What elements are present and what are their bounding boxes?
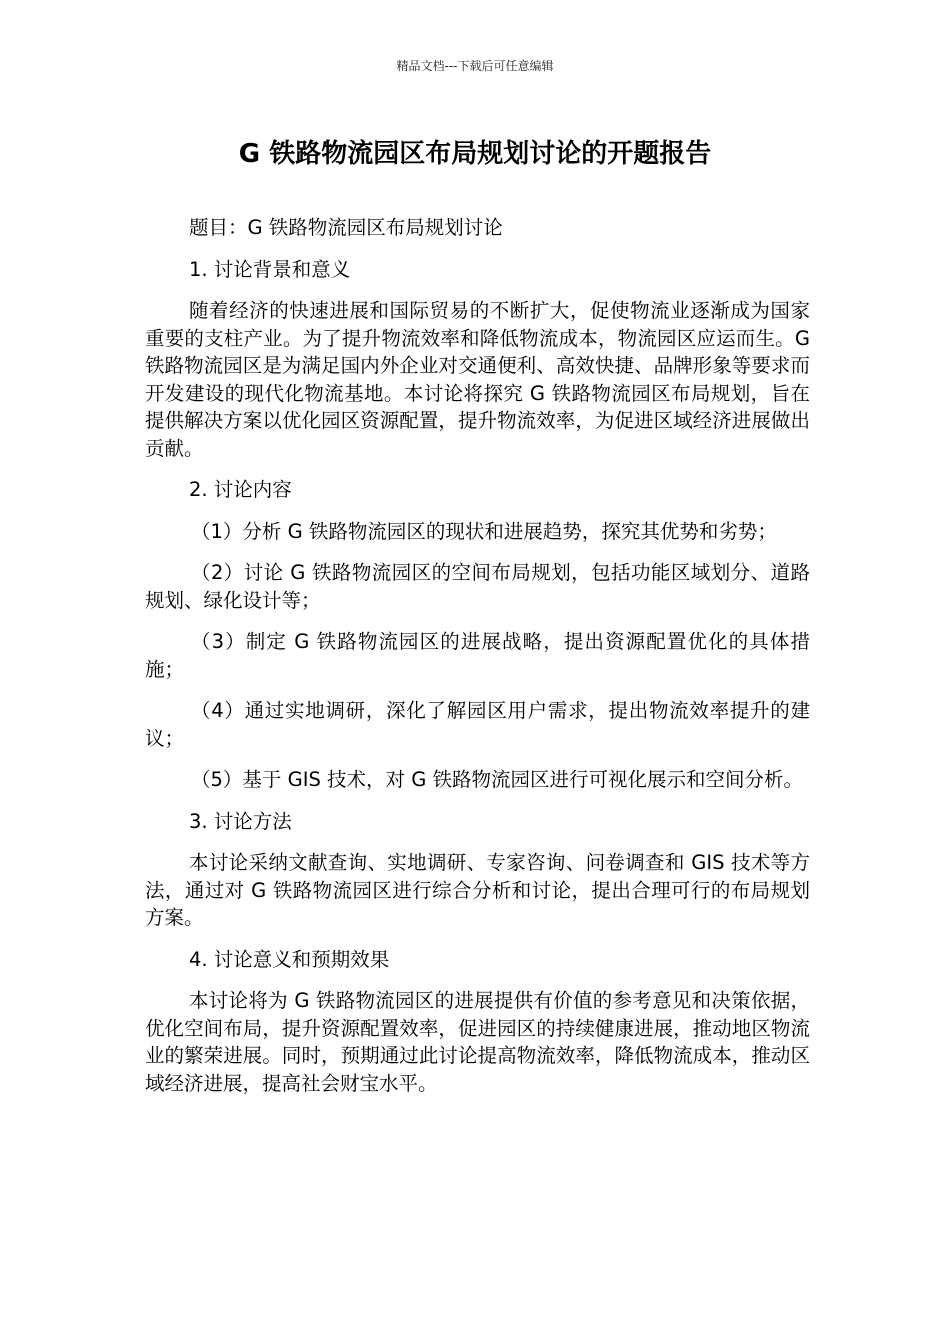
background-paragraph: 随着经济的快速进展和国际贸易的不断扩大，促使物流业逐渐成为国家重要的支柱产业。为了提升物流效率和降低物流成本，物流园区应运而生。G 铁路物流园区是为满足国内外企业对交通便利、高效快捷、品牌形象等要求而开发建设的现代化物流基地。本讨论将探究 G 铁路物流园区布局规划，旨在提供解决方案以优化园区资源配置，提升物流效率，为促进区域经济进展做出贡献。 — [145, 299, 810, 460]
content-item-1: （1）分析 G 铁路物流园区的现状和进展趋势，探究其优势和劣势； — [191, 519, 777, 543]
method-paragraph: 本讨论采纳文献查询、实地调研、专家咨询、问卷调查和 GIS 技术等方法，通过对 G 铁路物流园区进行综合分析和讨论，提出合理可行的布局规划方案。 — [145, 851, 810, 929]
page-header-note: 精品文档---下载后可任意编辑 — [396, 59, 554, 73]
content-item-5: （5）基于 GIS 技术，对 G 铁路物流园区进行可视化展示和空间分析。 — [191, 768, 804, 791]
content-item-4: （4）通过实地调研，深化了解园区用户需求，提出物流效率提升的建议； — [145, 699, 810, 750]
content-item-2: （2）讨论 G 铁路物流园区的空间布局规划，包括功能区域划分、道路规划、绿化设计等； — [145, 561, 810, 612]
section-heading-method: 3. 讨论方法 — [189, 809, 292, 833]
content-item-3: （3）制定 G 铁路物流园区的进展战略，提出资源配置优化的具体措施； — [145, 630, 810, 681]
section-heading-content: 2. 讨论内容 — [189, 478, 292, 501]
document-body — [145, 214, 810, 1111]
significance-paragraph: 本讨论将为 G 铁路物流园区的进展提供有价值的参考意见和决策依据，优化空间布局，提升资源配置效率，促进园区的持续健康进展，推动地区物流业的繁荣进展。同时，预期通过此讨论提高物流效率，降低物流成本，推动区域经济进展，提高社会财宝水平。 — [145, 989, 810, 1095]
section-heading-background: 1. 讨论背景和意义 — [189, 257, 351, 281]
document-title: G 铁路物流园区布局规划讨论的开题报告 — [238, 139, 712, 169]
topic-line: 题目：G 铁路物流园区布局规划讨论 — [189, 216, 503, 239]
section-heading-significance: 4. 讨论意义和预期效果 — [189, 947, 390, 971]
